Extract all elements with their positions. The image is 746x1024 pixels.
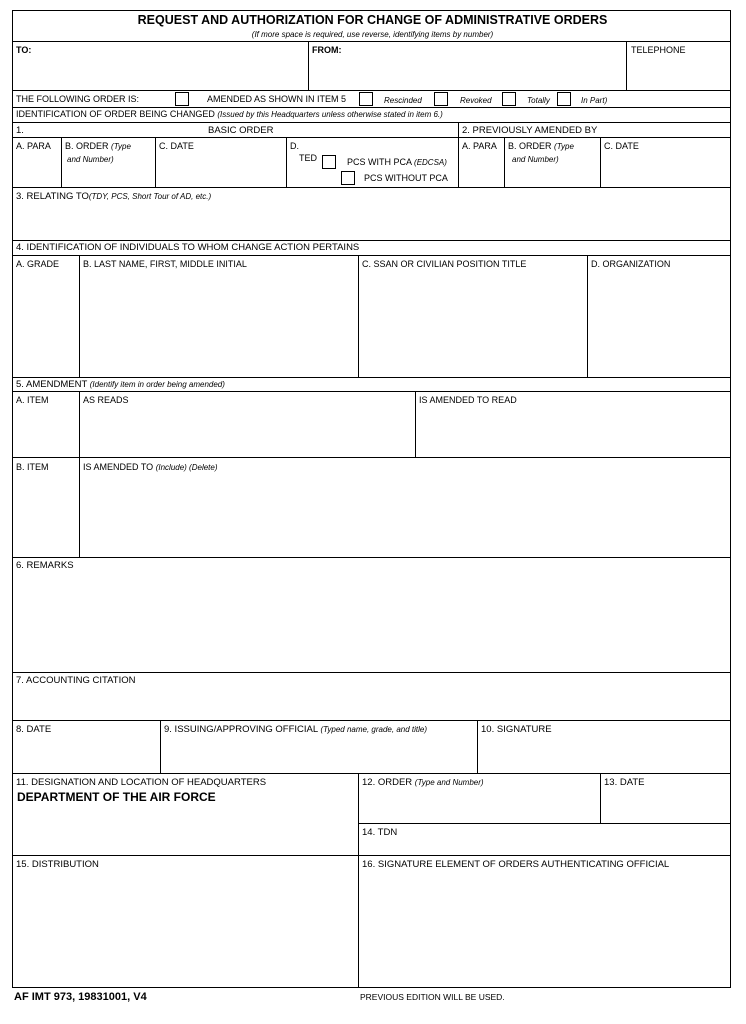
rule [13,855,730,856]
pcs-with-pca-label: PCS WITH PCA (EDCSA) [347,157,447,167]
rule [286,137,287,187]
order-status-checkbox[interactable] [175,92,189,106]
sig-element-label: 16. SIGNATURE ELEMENT OF ORDERS AUTHENTICATING OFFICIAL [362,859,670,870]
amended-checkbox[interactable] [359,92,373,106]
as-reads-label: AS READS [83,395,129,405]
telephone-field[interactable] [631,59,727,87]
prev-order-b-label: B. ORDER (Type [508,141,574,151]
rule [61,137,62,187]
hq-value: DEPARTMENT OF THE AIR FORCE [17,790,216,804]
rule [13,137,730,138]
item-a-label: A. ITEM [16,395,49,405]
totally-checkbox[interactable] [557,92,571,106]
identification-label: IDENTIFICATION OF ORDER BEING CHANGED (Issued by this Headquarters unless otherwise stated in item 6.) [16,109,443,119]
prev-order-and-label: and Number) [512,155,559,164]
basic-order-label: BASIC ORDER [208,125,274,136]
rule [13,773,730,774]
form-subtitle: (If more space is required, use reverse, identifying items by number) [251,30,494,39]
from-field[interactable] [312,59,622,87]
prev-date-label: C. DATE [604,141,639,151]
tdn-field[interactable] [393,826,726,852]
signature-label: 10. SIGNATURE [481,724,552,735]
prev-para-label: A. PARA [462,141,497,151]
pcs-without-pca-label: PCS WITHOUT PCA [364,173,448,183]
in-part-label: In Part) [581,96,608,105]
rule [415,391,416,457]
revoked-checkbox[interactable] [502,92,516,106]
basic-date-label: C. DATE [159,141,194,151]
name-label: B. LAST NAME, FIRST, MIDDLE INITIAL [83,259,247,269]
form-frame [12,10,731,988]
to-label: TO: [16,45,32,55]
form-id: AF IMT 973, 19831001, V4 [14,991,147,1003]
rule [358,773,359,987]
basic-order-and-label: and Number) [67,155,114,164]
hq-label: 11. DESIGNATION AND LOCATION OF HEADQUARTERS [16,777,267,788]
accounting-label: 7. ACCOUNTING CITATION [16,675,136,686]
rule [13,255,730,256]
from-label: FROM: [312,45,342,55]
order12-label: 12. ORDER (Type and Number) [362,777,484,788]
basic-order-b-label: B. ORDER (Type [65,141,131,151]
rule [458,122,459,187]
rule [13,720,730,721]
rule [358,255,359,377]
grade-label: A. GRADE [16,259,60,269]
rule [160,720,161,773]
rule [79,391,80,557]
pcs-with-pca-checkbox[interactable] [322,155,336,169]
rule [358,823,730,824]
item-b-label: B. ITEM [16,462,49,472]
rule [13,107,730,108]
date13-field[interactable] [604,792,726,820]
rule [626,41,627,90]
telephone-label: TELEPHONE [631,45,686,55]
order12-field[interactable] [362,792,596,820]
rule [13,90,730,91]
official-field[interactable] [164,739,473,769]
rule [587,255,588,377]
revoked-label: Revoked [460,96,492,105]
rule [13,122,730,123]
rule [600,137,601,187]
distribution-label: 15. DISTRIBUTION [16,859,99,870]
tdn-label: 14. TDN [362,827,398,838]
basic-order-num: 1. [16,125,24,136]
rule [13,672,730,673]
individuals-label: 4. IDENTIFICATION OF INDIVIDUALS TO WHOM CHANGE ACTION PERTAINS [16,242,360,253]
relating-field[interactable] [16,205,726,237]
amended-to-read-label: IS AMENDED TO READ [419,395,517,405]
order-status-label: THE FOLLOWING ORDER IS: [16,94,140,104]
rule [13,457,730,458]
rule [13,391,730,392]
rule [600,773,601,823]
rule [13,41,730,42]
rule [13,187,730,188]
official-label: 9. ISSUING/APPROVING OFFICIAL (Typed name, grade, and title) [164,724,428,735]
rule [13,377,730,378]
rule [13,557,730,558]
rule [308,41,309,90]
to-field[interactable] [16,59,304,87]
date8-label: 8. DATE [16,724,52,735]
rule [79,255,80,377]
rule [504,137,505,187]
pcs-without-pca-checkbox[interactable] [341,171,355,185]
prev-amended-label: 2. PREVIOUSLY AMENDED BY [462,125,598,136]
organization-label: D. ORGANIZATION [591,259,671,269]
rescinded-label: Rescinded [384,96,422,105]
ted-label: TED [299,153,317,163]
remarks-label: 6. REMARKS [16,560,74,571]
relating-label: 3. RELATING TO(TDY, PCS, Short Tour of AD, etc.) [16,191,212,202]
rule [477,720,478,773]
form-title: REQUEST AND AUTHORIZATION FOR CHANGE OF ADMINISTRATIVE ORDERS [137,13,608,27]
edition-note: PREVIOUS EDITION WILL BE USED. [360,992,505,1002]
amended-to-label: IS AMENDED TO (Include) (Delete) [83,462,218,472]
basic-para-label: A. PARA [16,141,51,151]
totally-label: Totally [527,96,550,105]
accounting-field[interactable] [16,689,726,717]
amendment-label: 5. AMENDMENT (Identify item in order being amended) [16,379,225,390]
date8-field[interactable] [16,739,156,769]
rule [13,240,730,241]
rule [155,137,156,187]
basic-d-label: D. [290,141,299,151]
ssan-label: C. SSAN OR CIVILIAN POSITION TITLE [362,259,527,269]
amended-label: AMENDED AS SHOWN IN ITEM 5 [207,94,347,104]
date13-label: 13. DATE [604,777,645,788]
rescinded-checkbox[interactable] [434,92,448,106]
